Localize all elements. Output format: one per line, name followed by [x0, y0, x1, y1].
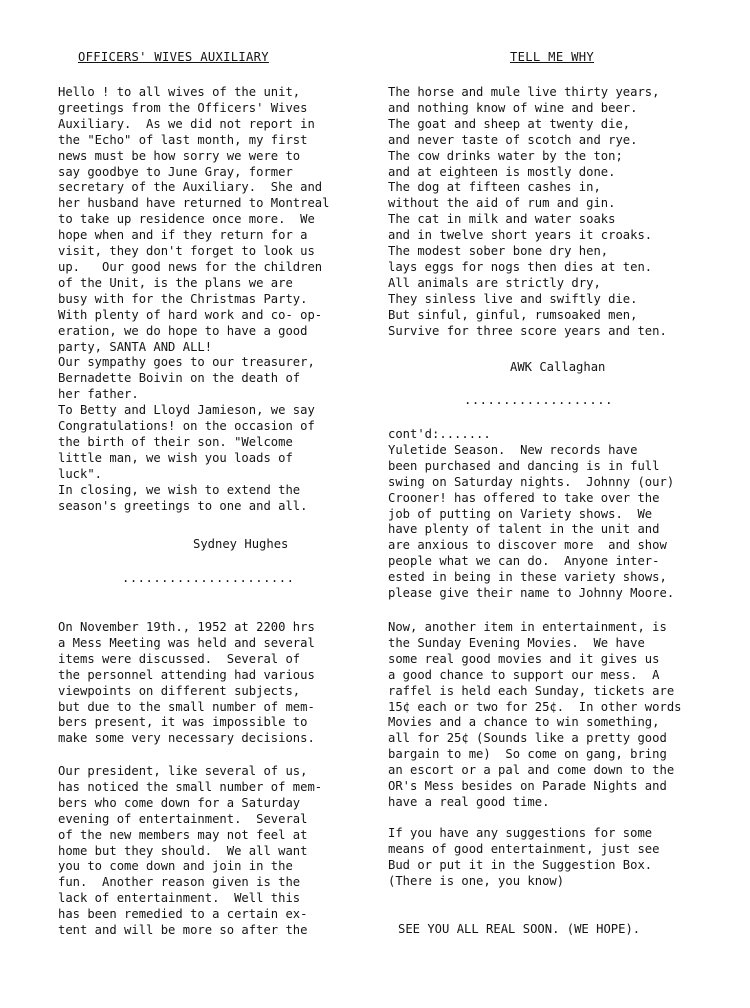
- text-line: news must be how sorry we were to: [58, 148, 301, 163]
- text-line: They sinless live and swiftly die.: [388, 291, 638, 306]
- text-line: been purchased and dancing is in full: [388, 458, 660, 473]
- text-line: In closing, we wish to extend the: [58, 482, 301, 497]
- text-line: and never taste of scotch and rye.: [388, 132, 638, 147]
- text-line: OR's Mess besides on Parade Nights and: [388, 779, 667, 794]
- text-line: raffel is held each Sunday, tickets are: [388, 683, 675, 698]
- text-line: without the aid of rum and gin.: [388, 196, 616, 211]
- text-line: cont'd:.......: [388, 427, 491, 441]
- officers-wives-auxiliary-heading: OFFICERS' WIVES AUXILIARY: [78, 50, 269, 64]
- continued-paragraph: [388, 427, 674, 602]
- text-line: Our sympathy goes to our treasurer,: [58, 355, 315, 370]
- text-line: hope when and if they return for a: [58, 228, 308, 243]
- text-line: job of putting on Variety shows. We: [388, 506, 653, 521]
- text-line: luck".: [58, 466, 103, 481]
- text-line: If you have any suggestions for some: [388, 826, 653, 840]
- text-line: Congratulations! on the occasion of: [58, 419, 315, 434]
- text-line: busy with for the Christmas Party.: [58, 291, 308, 306]
- text-line: the Sunday Evening Movies. We have: [388, 635, 645, 650]
- sydney-hughes-signature: Sydney Hughes: [193, 537, 289, 551]
- text-line: The dog at fifteen cashes in,: [388, 180, 601, 195]
- text-line: has noticed the small number of mem-: [58, 779, 323, 794]
- text-line: of the new members may not feel at: [58, 827, 308, 842]
- text-line: to take up residence once more. We: [58, 212, 315, 227]
- text-line: Yuletide Season. New records have: [388, 442, 638, 457]
- text-line: bargain to me) So come on gang, bring: [388, 747, 667, 762]
- text-line: fun. Another reason given is the: [58, 875, 301, 890]
- text-line: swing on Saturday nights. Johnny (our): [388, 474, 675, 489]
- text-line: Auxiliary. As we did not report in: [58, 116, 315, 131]
- text-line: 15¢ each or two for 25¢. In other words: [388, 699, 682, 714]
- text-line: Crooner! has offered to take over the: [388, 490, 660, 505]
- text-line: Bernadette Boivin on the death of: [58, 371, 301, 386]
- text-line: her father.: [58, 387, 139, 402]
- text-line: On November 19th., 1952 at 2200 hrs: [58, 620, 315, 634]
- text-line: an escort or a pal and come down to the: [388, 763, 675, 778]
- text-line: her husband have returned to Montreal: [58, 196, 330, 211]
- suggestions-paragraph: [388, 826, 660, 890]
- text-line: home but they should. We all want: [58, 843, 308, 858]
- text-line: Movies and a chance to win something,: [388, 715, 660, 730]
- mess-meeting-paragraph: [58, 620, 315, 747]
- text-line: The goat and sheep at twenty die,: [388, 116, 631, 131]
- text-line: the personnel attending had various: [58, 667, 315, 682]
- text-line: eration, we do hope to have a good: [58, 323, 308, 338]
- auxiliary-paragraph: [58, 85, 330, 514]
- text-line: Our president, like several of us,: [58, 764, 308, 778]
- text-line: of the Unit, is the plans we are: [58, 275, 293, 290]
- text-line: means of good entertainment, just see: [388, 841, 660, 856]
- text-line: the birth of their son. "Welcome: [58, 434, 293, 449]
- text-line: you to come down and join in the: [58, 859, 293, 874]
- text-line: Bud or put it in the Suggestion Box.: [388, 857, 653, 872]
- text-line: With plenty of hard work and co- op-: [58, 307, 323, 322]
- text-line: tent and will be more so after the: [58, 923, 308, 938]
- text-line: people what we can do. Anyone inter-: [388, 554, 660, 569]
- text-line: (There is one, you know): [388, 873, 565, 888]
- text-line: has been remedied to a certain ex-: [58, 907, 308, 922]
- text-line: please give their name to Johnny Moore.: [388, 586, 675, 601]
- text-line: But sinful, ginful, rumsoaked men,: [388, 307, 638, 322]
- section-divider: ......................: [122, 571, 295, 585]
- text-line: Hello ! to all wives of the unit,: [58, 85, 301, 99]
- text-line: To Betty and Lloyd Jamieson, we say: [58, 403, 315, 418]
- sunday-movies-paragraph: [388, 620, 682, 811]
- text-line: but due to the small number of mem-: [58, 699, 315, 714]
- text-line: little man, we wish you loads of: [58, 450, 293, 465]
- text-line: The modest sober bone dry hen,: [388, 244, 609, 259]
- text-line: make some very necessary decisions.: [58, 731, 315, 746]
- text-line: have plenty of talent in the unit and: [388, 522, 660, 537]
- text-line: secretary of the Auxiliary. She and: [58, 180, 323, 195]
- text-line: The horse and mule live thirty years,: [388, 85, 660, 99]
- text-line: bers present, it was impossible to: [58, 715, 308, 730]
- text-line: a Mess Meeting was held and several: [58, 635, 315, 650]
- text-line: have a real good time.: [388, 794, 550, 809]
- text-line: party, SANTA AND ALL!: [58, 339, 213, 354]
- awk-callaghan-signature: AWK Callaghan: [510, 360, 606, 374]
- text-line: visit, they don't forget to look us: [58, 244, 315, 259]
- text-line: evening of entertainment. Several: [58, 811, 308, 826]
- text-line: a good chance to support our mess. A: [388, 667, 660, 682]
- text-line: and in twelve short years it croaks.: [388, 228, 653, 243]
- tell-me-why-poem: [388, 85, 667, 340]
- text-line: all for 25¢ (Sounds like a pretty good: [388, 731, 667, 746]
- tell-me-why-heading: TELL ME WHY: [510, 50, 595, 64]
- text-line: season's greetings to one and all.: [58, 498, 308, 513]
- text-line: All animals are strictly dry,: [388, 275, 601, 290]
- text-line: the "Echo" of last month, my first: [58, 132, 308, 147]
- text-line: up. Our good news for the children: [58, 259, 323, 274]
- text-line: and nothing know of wine and beer.: [388, 100, 638, 115]
- text-line: Now, another item in entertainment, is: [388, 620, 667, 634]
- text-line: lack of entertainment. Well this: [58, 891, 301, 906]
- section-divider: ...................: [464, 393, 613, 407]
- text-line: viewpoints on different subjects,: [58, 683, 301, 698]
- text-line: say goodbye to June Gray, former: [58, 164, 293, 179]
- president-paragraph: [58, 764, 322, 939]
- text-line: greetings from the Officers' Wives: [58, 100, 308, 115]
- text-line: ested in being in these variety shows,: [388, 570, 667, 585]
- closing-line: SEE YOU ALL REAL SOON. (WE HOPE).: [398, 922, 641, 936]
- text-line: The cat in milk and water soaks: [388, 212, 616, 227]
- text-line: Survive for three score years and ten.: [388, 323, 667, 338]
- text-line: items were discussed. Several of: [58, 651, 301, 666]
- text-line: lays eggs for nogs then dies at ten.: [388, 259, 653, 274]
- text-line: The cow drinks water by the ton;: [388, 148, 623, 163]
- text-line: some real good movies and it gives us: [388, 651, 660, 666]
- text-line: are anxious to discover more and show: [388, 538, 667, 553]
- text-line: and at eighteen is mostly done.: [388, 164, 616, 179]
- text-line: bers who come down for a Saturday: [58, 795, 301, 810]
